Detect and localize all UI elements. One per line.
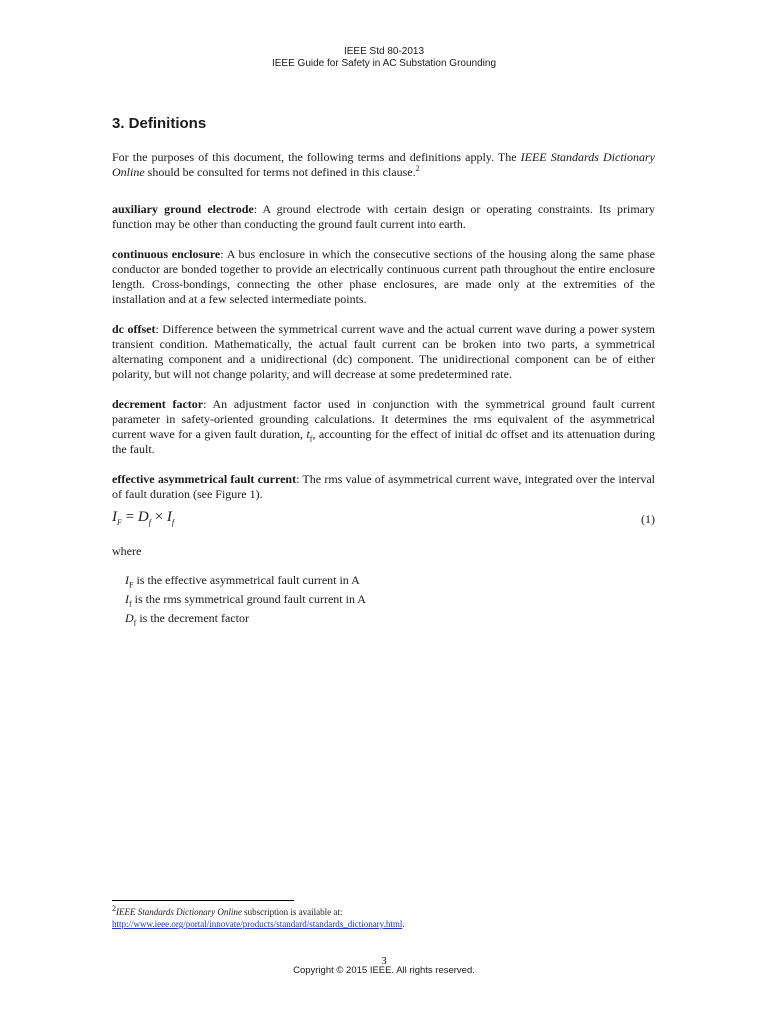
footnote-divider xyxy=(112,900,294,901)
definition-text: : An adjustment factor used in conjunction with the symmetrical ground fault current parameter in safety-oriented grounding calculations. It determines the rms equivalent of the asymmetrical current wave for a given fault duration, xyxy=(112,397,655,441)
dictionary-link[interactable]: http://www.ieee.org/portal/innovate/products/standard/standards_dictionary.html xyxy=(112,919,403,929)
header-standard-title: IEEE Guide for Safety in AC Substation Grounding xyxy=(271,58,497,69)
equation-1 xyxy=(112,508,655,532)
variable-definition: $I_f$ is the rms symmetrical ground fault current in A xyxy=(125,592,366,609)
definition-decrement-factor: decrement factor: An adjustment factor used in conjunction with the symmetrical ground fault current parameter in safety-oriented grounding calculations. It determines the rms equivalent of the asymmetrical current wave for a given fault duration, $t_f$, accounting for the effect of initial dc offset and its attenuation during the fault. xyxy=(112,397,655,456)
header-standard-number: IEEE Std 80-2013 xyxy=(343,46,425,57)
page-header xyxy=(0,46,768,70)
page-number: 3 xyxy=(381,955,387,967)
definition-term: dc offset xyxy=(112,322,156,336)
definition-dc-offset xyxy=(112,322,655,382)
equation-body: $I_F = D_f \times I_f$ xyxy=(112,509,175,527)
definition-term: auxiliary ground electrode xyxy=(112,202,254,216)
definition-term: effective asymmetrical fault current xyxy=(112,472,297,486)
definition-auxiliary-ground-electrode xyxy=(112,202,655,232)
fault-duration-symbol: t xyxy=(306,427,310,441)
variable-definition: $I_F$ is the effective asymmetrical fault current in A xyxy=(125,573,360,590)
definition-term: decrement factor xyxy=(112,397,204,411)
equation-number: (1) xyxy=(641,512,655,526)
footnote-mark: 2 xyxy=(415,164,420,173)
definition-text: : Difference between the symmetrical current wave and the actual current wave during a power system transient condition. Mathematically, the actual fault current can be broken into two parts, a symmetrical alternating component and a unidirectional (dc) component. The unidirectional component can be of either polarity, but will not change polarity, and will decrease at some predetermined rate. xyxy=(112,322,655,381)
variable-definitions xyxy=(125,571,655,628)
definition-text: : A ground electrode with certain design or operating constraints. Its primary function may be other than conducting the ground fault current into earth. xyxy=(112,202,655,231)
section-title: 3. Definitions xyxy=(112,115,207,132)
footnote: $^2$IEEE Standards Dictionary Online subscription is available at: http://www.ieee.org/portal/innovate/products/standard/standards_dictionary.html. xyxy=(112,904,405,929)
intro-paragraph: For the purposes of this document, the following terms and definitions apply. The IEEE Standards Dictionary Online should be consulted for terms not defined in this clause.$^2$ xyxy=(112,150,655,179)
copyright-notice: Copyright © 2015 IEEE. All rights reserved. xyxy=(293,965,475,976)
document-body xyxy=(112,150,655,628)
where-label: where xyxy=(112,544,142,558)
footnote-text: $^2$IEEE Standards Dictionary Online subscription is available at: xyxy=(112,904,343,917)
definition-text: : The rms value of asymmetrical current wave, integrated over the interval of fault duration (see Figure 1). xyxy=(112,472,655,501)
dictionary-reference: IEEE Standards Dictionary Online xyxy=(112,150,655,179)
definition-continuous-enclosure xyxy=(112,247,655,307)
variable-definition: $D_f$ is the decrement factor xyxy=(125,611,249,628)
definition-term: continuous enclosure xyxy=(112,247,221,261)
definition-text: : A bus enclosure in which the consecutive sections of the housing along the same phase conductor are bonded together to provide an electrically continuous current path throughout the entire enclosure length. Cross-bondings, connecting the other phase enclosures, are made only at the extremities of the installation and at a few selected intermediate points. xyxy=(112,247,655,306)
definition-effective-asymmetrical-fault-current xyxy=(112,472,655,502)
